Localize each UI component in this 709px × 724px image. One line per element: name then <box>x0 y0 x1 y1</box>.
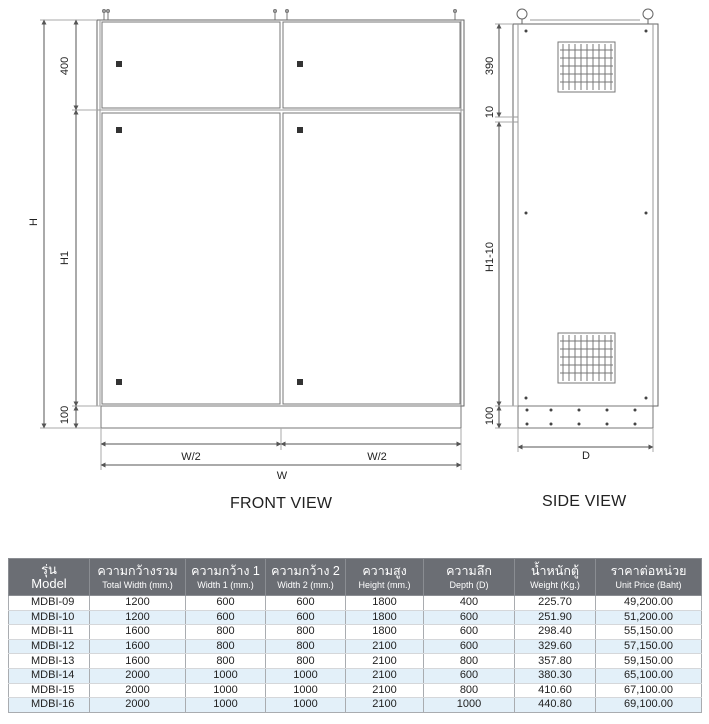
table-row <box>9 668 702 683</box>
header-width-1-english: Width 1 (mm.) <box>197 579 254 590</box>
table-cell-model: MDBI-15 <box>9 683 90 698</box>
spec-table <box>8 558 702 713</box>
table-cell-width-2: 800 <box>266 625 346 640</box>
table-cell-depth: 400 <box>424 596 515 611</box>
spec-table-body <box>9 596 702 713</box>
table-cell-depth: 800 <box>424 654 515 669</box>
table-cell-weight: 410.60 <box>515 683 596 698</box>
table-cell-depth: 800 <box>424 683 515 698</box>
header-total-width-thai: ความกว้างรวม <box>97 563 178 578</box>
front-dim-100: 100 <box>59 405 71 425</box>
front-view-title: FRONT VIEW <box>230 495 333 512</box>
table-cell-model: MDBI-10 <box>9 610 90 625</box>
header-width-2-english: Width 2 (mm.) <box>277 579 334 590</box>
table-cell-unit-price: 49,200.00 <box>596 596 702 611</box>
header-total-width <box>90 559 186 596</box>
header-height-thai: ความสูง <box>362 563 407 578</box>
spec-table-header-row <box>9 559 702 596</box>
table-cell-total-width: 1200 <box>90 610 186 625</box>
table-cell-height: 2100 <box>346 654 424 669</box>
header-height <box>346 559 424 596</box>
table-cell-weight: 329.60 <box>515 639 596 654</box>
table-cell-weight: 440.80 <box>515 698 596 713</box>
header-width-2-thai: ความกว้าง 2 <box>271 563 340 578</box>
table-cell-depth: 600 <box>424 668 515 683</box>
table-cell-unit-price: 69,100.00 <box>596 698 702 713</box>
table-row <box>9 698 702 713</box>
spec-table-container <box>8 558 701 713</box>
table-cell-depth: 600 <box>424 625 515 640</box>
side-dim-h1-10: H1-10 <box>484 242 496 272</box>
table-cell-height: 1800 <box>346 596 424 611</box>
table-cell-unit-price: 55,150.00 <box>596 625 702 640</box>
table-row <box>9 625 702 640</box>
table-row <box>9 683 702 698</box>
side-vent-top <box>558 42 615 92</box>
table-row <box>9 639 702 654</box>
side-plinth <box>518 406 653 428</box>
header-height-english: Height (mm.) <box>358 579 411 590</box>
table-cell-width-1: 1000 <box>186 698 266 713</box>
front-dim-w-half-left: W/2 <box>181 451 201 463</box>
table-cell-total-width: 2000 <box>90 668 186 683</box>
table-cell-unit-price: 57,150.00 <box>596 639 702 654</box>
header-model <box>9 559 90 596</box>
table-row <box>9 654 702 669</box>
side-vent-bottom <box>558 333 615 383</box>
table-cell-total-width: 1600 <box>90 654 186 669</box>
front-dim-400: 400 <box>59 56 71 76</box>
table-row <box>9 596 702 611</box>
header-unit-price-thai: ราคาต่อหน่วย <box>610 563 687 578</box>
table-row <box>9 610 702 625</box>
table-cell-unit-price: 65,100.00 <box>596 668 702 683</box>
table-cell-width-1: 600 <box>186 596 266 611</box>
table-cell-model: MDBI-14 <box>9 668 90 683</box>
table-cell-weight: 225.70 <box>515 596 596 611</box>
side-dim-10: 10 <box>484 105 496 119</box>
table-cell-total-width: 1600 <box>90 625 186 640</box>
side-dim-390: 390 <box>484 56 496 76</box>
side-screws <box>525 30 648 400</box>
header-unit-price <box>596 559 702 596</box>
table-cell-width-2: 1000 <box>266 683 346 698</box>
table-cell-width-2: 600 <box>266 596 346 611</box>
side-lifting-eyes <box>517 9 653 24</box>
front-dim-w: W <box>276 470 288 482</box>
table-cell-depth: 600 <box>424 639 515 654</box>
table-cell-width-2: 1000 <box>266 668 346 683</box>
table-cell-height: 1800 <box>346 625 424 640</box>
side-view-title: SIDE VIEW <box>542 493 627 510</box>
header-depth-thai: ความลึก <box>446 563 492 578</box>
front-dim-h1: H1 <box>59 250 71 266</box>
header-model-thai: รุ่น <box>41 562 57 577</box>
table-cell-height: 2100 <box>346 698 424 713</box>
table-cell-height: 2100 <box>346 668 424 683</box>
header-depth <box>424 559 515 596</box>
table-cell-unit-price: 67,100.00 <box>596 683 702 698</box>
front-view <box>40 10 464 471</box>
table-cell-depth: 1000 <box>424 698 515 713</box>
table-cell-width-1: 1000 <box>186 668 266 683</box>
table-cell-unit-price: 51,200.00 <box>596 610 702 625</box>
table-cell-total-width: 2000 <box>90 683 186 698</box>
table-cell-model: MDBI-12 <box>9 639 90 654</box>
header-model-english: Model <box>31 576 67 591</box>
table-cell-depth: 600 <box>424 610 515 625</box>
table-cell-unit-price: 59,150.00 <box>596 654 702 669</box>
header-weight <box>515 559 596 596</box>
table-cell-width-1: 800 <box>186 625 266 640</box>
front-dim-w-half-right: W/2 <box>367 451 387 463</box>
header-width-1-thai: ความกว้าง 1 <box>191 563 260 578</box>
table-cell-width-2: 600 <box>266 610 346 625</box>
table-cell-width-1: 1000 <box>186 683 266 698</box>
side-view <box>495 9 658 452</box>
table-cell-model: MDBI-16 <box>9 698 90 713</box>
table-cell-model: MDBI-09 <box>9 596 90 611</box>
header-weight-english: Weight (Kg.) <box>530 579 580 590</box>
table-cell-width-2: 1000 <box>266 698 346 713</box>
front-lifting-eyes <box>103 10 457 21</box>
table-cell-model: MDBI-11 <box>9 625 90 640</box>
table-cell-weight: 298.40 <box>515 625 596 640</box>
side-dim-d: D <box>582 450 590 462</box>
front-door-bottom-left <box>102 113 280 404</box>
table-cell-width-2: 800 <box>266 639 346 654</box>
front-plinth <box>101 406 461 428</box>
header-width-1 <box>186 559 266 596</box>
table-cell-width-1: 800 <box>186 639 266 654</box>
header-weight-thai: น้ำหนักตู้ <box>530 563 580 578</box>
front-door-top-left <box>102 22 280 108</box>
table-cell-weight: 251.90 <box>515 610 596 625</box>
table-cell-width-1: 800 <box>186 654 266 669</box>
header-total-width-english: Total Width (mm.) <box>102 579 173 590</box>
table-cell-total-width: 1200 <box>90 596 186 611</box>
front-door-top-right <box>283 22 460 108</box>
header-unit-price-english: Unit Price (Baht) <box>615 579 682 590</box>
table-cell-model: MDBI-13 <box>9 654 90 669</box>
header-depth-english: Depth (D) <box>449 579 489 590</box>
table-cell-total-width: 1600 <box>90 639 186 654</box>
side-plinth-holes <box>526 409 637 426</box>
table-cell-weight: 357.80 <box>515 654 596 669</box>
table-cell-height: 2100 <box>346 639 424 654</box>
table-cell-height: 2100 <box>346 683 424 698</box>
front-dim-h: H <box>28 218 40 226</box>
table-cell-width-2: 800 <box>266 654 346 669</box>
table-cell-weight: 380.30 <box>515 668 596 683</box>
table-cell-height: 1800 <box>346 610 424 625</box>
table-cell-width-1: 600 <box>186 610 266 625</box>
table-cell-total-width: 2000 <box>90 698 186 713</box>
front-door-bottom-right <box>283 113 460 404</box>
side-dim-100: 100 <box>484 406 496 426</box>
header-width-2 <box>266 559 346 596</box>
